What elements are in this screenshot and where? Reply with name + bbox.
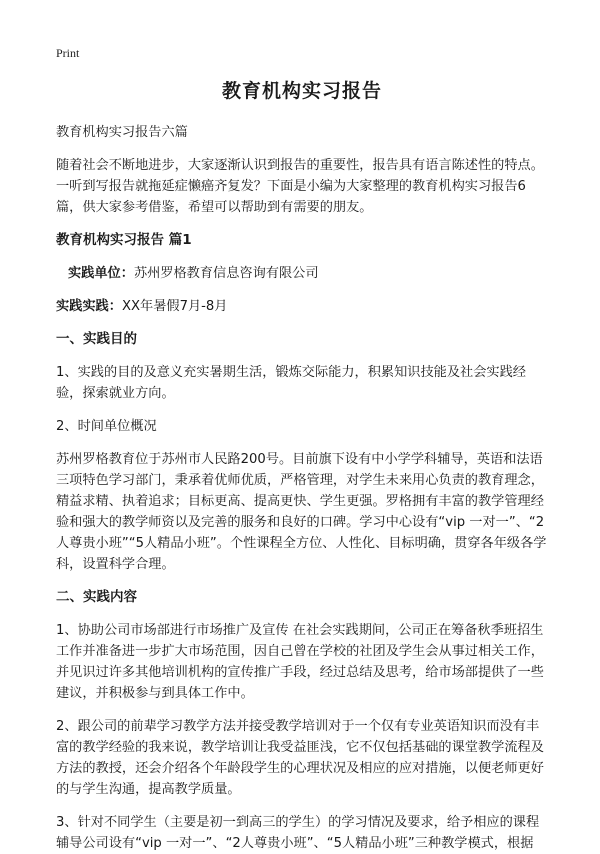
- content-paragraph-2: 2、跟公司的前辈学习教学方法并接受教学培训对于一个仅有专业英语知识而没有丰富的教学经验的我来说，教学培训让我受益匪浅，它不仅包括基础的课堂教学流程及方法的教授，还会介绍各个年龄段学生的心理状况及相应的应对措施，以便老师更好的与学生沟通，提高教学质量。: [56, 719, 544, 797]
- document-subtitle: 教育机构实习报告六篇: [56, 125, 188, 140]
- practice-unit: [56, 263, 548, 284]
- article1-heading: 教育机构实习报告 篇1: [56, 232, 192, 248]
- intro-paragraph: 随着社会不断地进步，大家逐渐认识到报告的重要性，报告具有语言陈述性的特点。一听到写报告就拖延症懒癌齐复发？下面是小编为大家整理的教育机构实习报告6篇，供大家参考借鉴，希望可以帮助到有需要的朋友。: [56, 158, 544, 215]
- practice-unit-value: 苏州罗格教育信息咨询有限公司: [133, 266, 319, 281]
- content-paragraph-1: 1、协助公司市场部进行市场推广及宣传 在社会实践期间，公司正在筹备秋季班招生工作并准备进一步扩大市场范围，因自己曾在学校的社团及学生会从事过相关工作，并见识过许多其他培训机构的宣传推广手段，经过总结及思考，给市场部提供了一些建议，并积极参与到具体工作中。: [56, 623, 544, 701]
- practice-time-value: XX年暑假7月-8月: [121, 299, 228, 314]
- overview-paragraph: 苏州罗格教育位于苏州市人民路200号。目前旗下设有中小学学科辅导，英语和法语三项特色学习部门，秉承着优师优质，严格管理，对学生未来用心负责的教育理念，精益求精、执着追求；目标更高、提高更快、学生更强。罗格拥有丰富的教学管理经验和强大的教学师资以及完善的服务和良好的口碑。学习中心设有“vip 一对一”、“2人尊贵小班”“5人精品小班”。个性课程全方位、人性化、目标明确，贯穿各年级各学科，设置科学合理。: [56, 452, 547, 572]
- section2-heading: 二、实践内容: [56, 589, 137, 605]
- practice-time: [56, 296, 548, 317]
- section1-heading: 一、实践目的: [56, 331, 137, 347]
- document-body: [56, 78, 548, 854]
- practice-unit-label: 实践单位：: [68, 266, 134, 281]
- print-link[interactable]: Print: [56, 46, 80, 60]
- document-title: 教育机构实习报告: [221, 80, 382, 102]
- content-paragraph-3: 3、针对不同学生（主要是初一到高三的学生）的学习情况及要求，给予相应的课程辅导公司设有“vip 一对一”、“2人尊贵小班”、“5人精品小班”三种教学模式，根据: [56, 815, 540, 851]
- overview-heading: 2、时间单位概况: [56, 419, 157, 434]
- purpose-paragraph: 1、实践的目的及意义充实暑期生活，锻炼交际能力，积累知识技能及社会实践经验，探索就业方向。: [56, 365, 526, 401]
- practice-time-label: 实践实践：: [56, 299, 122, 314]
